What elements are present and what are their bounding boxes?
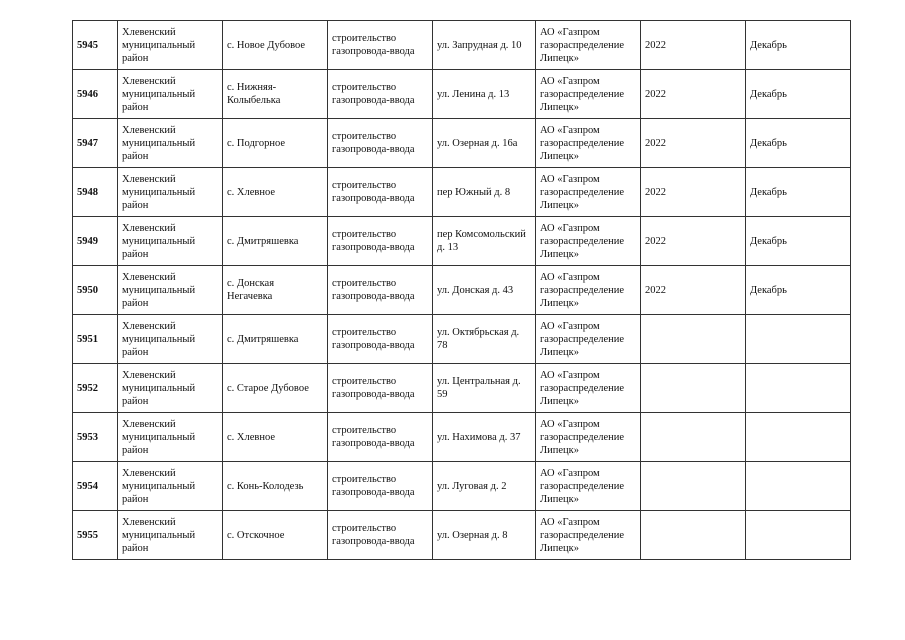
row-number: 5947 [73, 119, 118, 168]
month-cell [746, 364, 851, 413]
address-cell: ул. Нахимова д. 37 [433, 413, 536, 462]
work-type-cell: строительство газопровода-ввода [328, 70, 433, 119]
row-number: 5951 [73, 315, 118, 364]
work-type-cell: строительство газопровода-ввода [328, 21, 433, 70]
table-row [73, 119, 851, 168]
district-cell: Хлевенский муниципальный район [118, 217, 223, 266]
district-cell: Хлевенский муниципальный район [118, 315, 223, 364]
month-cell: Декабрь [746, 21, 851, 70]
table-row [73, 168, 851, 217]
address-cell: ул. Озерная д. 8 [433, 511, 536, 560]
address-cell: пер Южный д. 8 [433, 168, 536, 217]
year-cell: 2022 [641, 266, 746, 315]
work-type-cell: строительство газопровода-ввода [328, 119, 433, 168]
month-cell: Декабрь [746, 119, 851, 168]
district-cell: Хлевенский муниципальный район [118, 413, 223, 462]
address-cell: ул. Донская д. 43 [433, 266, 536, 315]
organization-cell: АО «Газпром газораспределение Липецк» [536, 511, 641, 560]
organization-cell: АО «Газпром газораспределение Липецк» [536, 217, 641, 266]
work-type-cell: строительство газопровода-ввода [328, 462, 433, 511]
row-number: 5950 [73, 266, 118, 315]
year-cell [641, 364, 746, 413]
month-cell: Декабрь [746, 70, 851, 119]
address-cell: ул. Запрудная д. 10 [433, 21, 536, 70]
district-cell: Хлевенский муниципальный район [118, 364, 223, 413]
organization-cell: АО «Газпром газораспределение Липецк» [536, 70, 641, 119]
village-cell: с. Старое Дубовое [223, 364, 328, 413]
year-cell: 2022 [641, 168, 746, 217]
table-row [73, 364, 851, 413]
village-cell: с. Конь-Колодезь [223, 462, 328, 511]
year-cell: 2022 [641, 119, 746, 168]
work-type-cell: строительство газопровода-ввода [328, 315, 433, 364]
row-number: 5953 [73, 413, 118, 462]
organization-cell: АО «Газпром газораспределение Липецк» [536, 21, 641, 70]
year-cell: 2022 [641, 70, 746, 119]
address-cell: пер Комсомольский д. 13 [433, 217, 536, 266]
row-number: 5945 [73, 21, 118, 70]
work-type-cell: строительство газопровода-ввода [328, 364, 433, 413]
year-cell [641, 511, 746, 560]
month-cell [746, 511, 851, 560]
month-cell [746, 413, 851, 462]
village-cell: с. Отскочное [223, 511, 328, 560]
organization-cell: АО «Газпром газораспределение Липецк» [536, 364, 641, 413]
village-cell: с. Хлевное [223, 168, 328, 217]
organization-cell: АО «Газпром газораспределение Липецк» [536, 315, 641, 364]
table-row [73, 266, 851, 315]
organization-cell: АО «Газпром газораспределение Липецк» [536, 413, 641, 462]
table-row [73, 70, 851, 119]
table-row [73, 462, 851, 511]
month-cell [746, 462, 851, 511]
table-row [73, 413, 851, 462]
row-number: 5946 [73, 70, 118, 119]
district-cell: Хлевенский муниципальный район [118, 462, 223, 511]
year-cell [641, 413, 746, 462]
year-cell [641, 462, 746, 511]
year-cell: 2022 [641, 21, 746, 70]
row-number: 5949 [73, 217, 118, 266]
village-cell: с. Подгорное [223, 119, 328, 168]
table-row [73, 21, 851, 70]
row-number: 5954 [73, 462, 118, 511]
village-cell: с. Донская Негачевка [223, 266, 328, 315]
district-cell: Хлевенский муниципальный район [118, 168, 223, 217]
year-cell: 2022 [641, 217, 746, 266]
table-row [73, 315, 851, 364]
month-cell [746, 315, 851, 364]
table-body [73, 21, 851, 560]
village-cell: с. Нижняя- Колыбелька [223, 70, 328, 119]
village-cell: с. Дмитряшевка [223, 217, 328, 266]
district-cell: Хлевенский муниципальный район [118, 119, 223, 168]
row-number: 5952 [73, 364, 118, 413]
organization-cell: АО «Газпром газораспределение Липецк» [536, 462, 641, 511]
district-cell: Хлевенский муниципальный район [118, 511, 223, 560]
address-cell: ул. Озерная д. 16а [433, 119, 536, 168]
gas-connection-table [72, 20, 851, 560]
month-cell: Декабрь [746, 266, 851, 315]
village-cell: с. Новое Дубовое [223, 21, 328, 70]
address-cell: ул. Луговая д. 2 [433, 462, 536, 511]
table-row [73, 217, 851, 266]
district-cell: Хлевенский муниципальный район [118, 70, 223, 119]
organization-cell: АО «Газпром газораспределение Липецк» [536, 168, 641, 217]
organization-cell: АО «Газпром газораспределение Липецк» [536, 119, 641, 168]
district-cell: Хлевенский муниципальный район [118, 266, 223, 315]
work-type-cell: строительство газопровода-ввода [328, 266, 433, 315]
year-cell [641, 315, 746, 364]
address-cell: ул. Октябрьская д. 78 [433, 315, 536, 364]
village-cell: с. Хлевное [223, 413, 328, 462]
work-type-cell: строительство газопровода-ввода [328, 217, 433, 266]
work-type-cell: строительство газопровода-ввода [328, 168, 433, 217]
organization-cell: АО «Газпром газораспределение Липецк» [536, 266, 641, 315]
village-cell: с. Дмитряшевка [223, 315, 328, 364]
work-type-cell: строительство газопровода-ввода [328, 413, 433, 462]
work-type-cell: строительство газопровода-ввода [328, 511, 433, 560]
month-cell: Декабрь [746, 217, 851, 266]
month-cell: Декабрь [746, 168, 851, 217]
district-cell: Хлевенский муниципальный район [118, 21, 223, 70]
address-cell: ул. Центральная д. 59 [433, 364, 536, 413]
row-number: 5948 [73, 168, 118, 217]
row-number: 5955 [73, 511, 118, 560]
address-cell: ул. Ленина д. 13 [433, 70, 536, 119]
table-row [73, 511, 851, 560]
